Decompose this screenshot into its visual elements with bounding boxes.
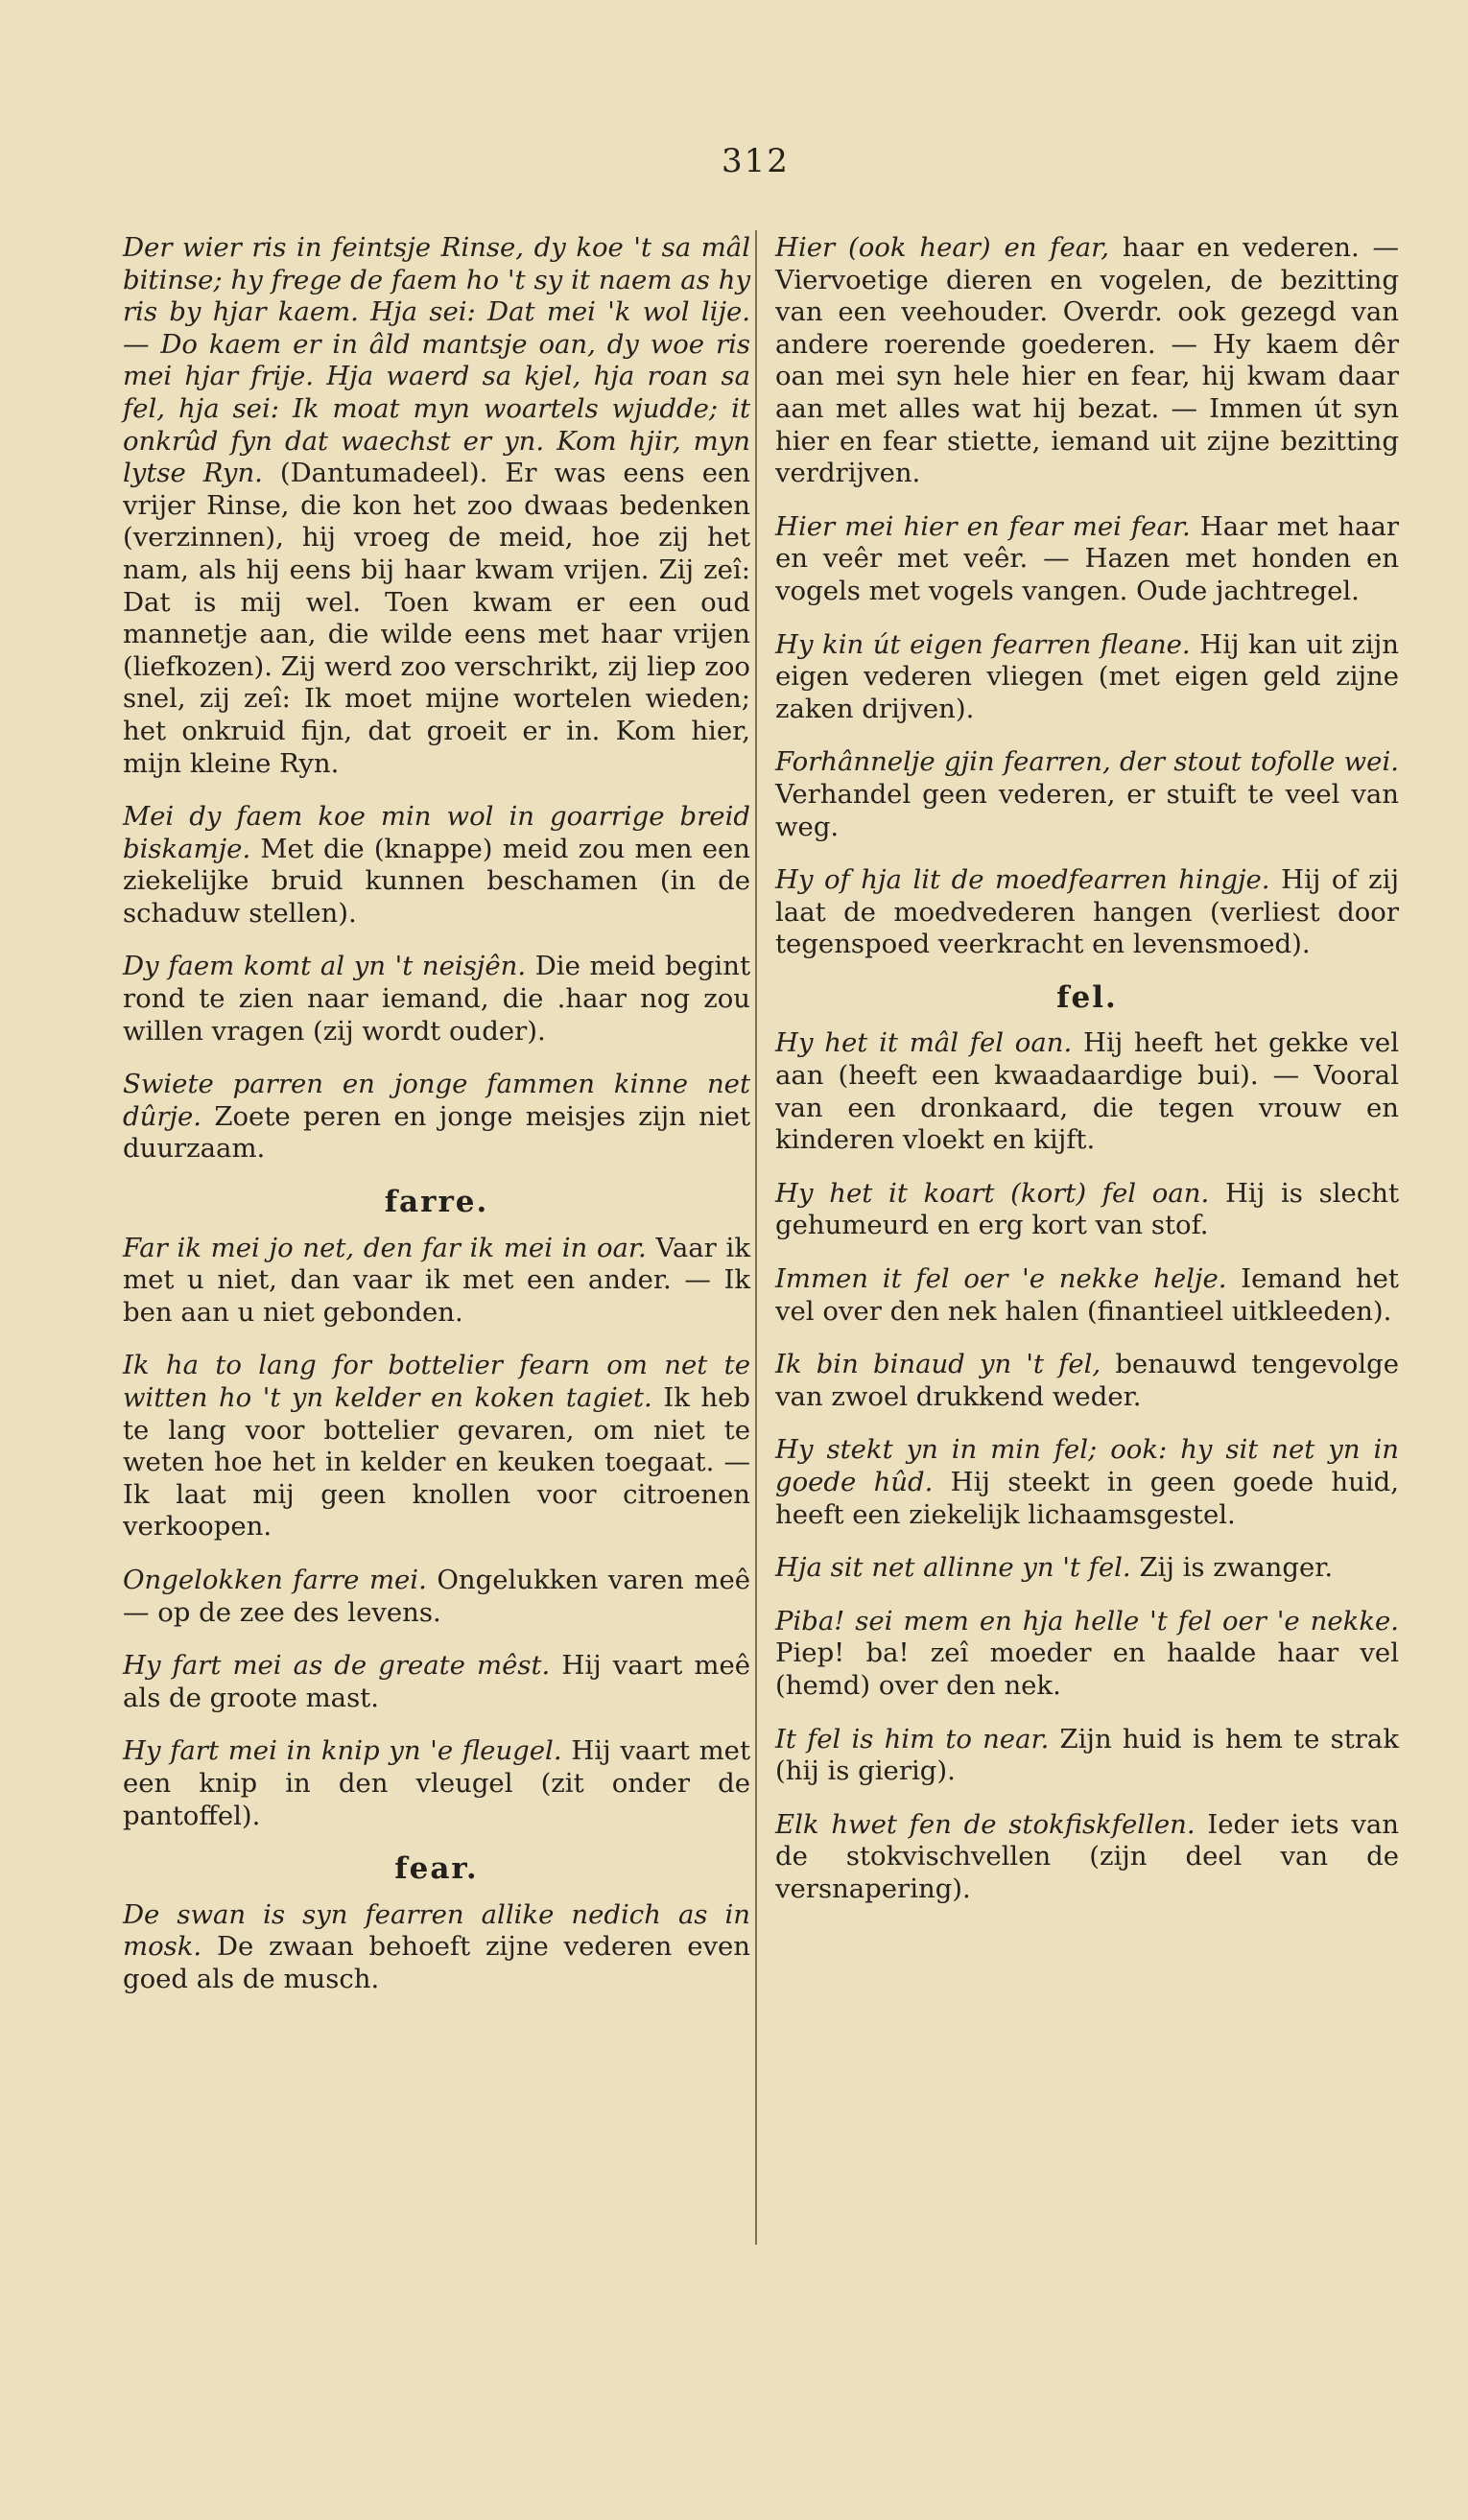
dictionary-entry bbox=[775, 1027, 1399, 1156]
dictionary-entry bbox=[775, 232, 1399, 490]
frisian-phrase: Hy het it mâl fel oan. bbox=[775, 1027, 1073, 1059]
dictionary-entry bbox=[123, 1565, 750, 1629]
dictionary-entry bbox=[123, 1233, 750, 1330]
dictionary-entry bbox=[123, 1650, 750, 1714]
frisian-phrase: Ongelokken farre mei. bbox=[123, 1564, 427, 1595]
frisian-phrase: Hy fart mei as de greate mêst. bbox=[123, 1650, 551, 1682]
frisian-phrase: It fel is him to near. bbox=[775, 1723, 1050, 1755]
dictionary-entry bbox=[775, 1178, 1399, 1242]
frisian-phrase: Hier mei hier en fear mei fear. bbox=[775, 510, 1191, 542]
dutch-translation: Ieder iets van de stokvischvellen (zijn deel van de versnapering). bbox=[775, 1808, 1399, 1904]
dictionary-entry bbox=[775, 1552, 1399, 1585]
dutch-translation: Zoete peren en jonge meisjes zijn niet duurzaam. bbox=[123, 1100, 751, 1165]
frisian-phrase: Forhânnelje gjin fearren, der stout tofolle wei. bbox=[775, 746, 1399, 778]
dutch-translation: Zijn huid is hem te strak (hij is gierig). bbox=[775, 1723, 1399, 1787]
dutch-translation: Met die (knappe) meid zou men een ziekelijke bruid kunnen beschamen (in de schaduw stellen). bbox=[123, 833, 750, 929]
dutch-translation: Hij of zij laat de moedvederen hangen (verliest door tegenspoed veerkracht en levensmoed). bbox=[775, 864, 1399, 960]
dutch-translation: De zwaan behoeft zijne vederen even goed als de musch. bbox=[123, 1931, 750, 1994]
frisian-phrase: Ik ha to lang for bottelier fearn om net te witten ho 't yn kelder en koken tagiet. bbox=[123, 1350, 750, 1413]
dutch-translation: Hij steekt in geen goede huid, heeft een ziekelijk lichaamsgestel. bbox=[775, 1467, 1399, 1530]
headword: farre. bbox=[384, 1185, 489, 1220]
dutch-translation: benauwd tengevolge van zwoel drukkend weder. bbox=[775, 1349, 1399, 1412]
dutch-translation: Ik heb te lang voor bottelier gevaren, om niet te weten hoe het in kelder en keuken toegaat. — Ik laat mij geen knollen voor citroenen verkoopen. bbox=[123, 1382, 751, 1543]
dictionary-entry bbox=[123, 951, 750, 1048]
page-number: 312 bbox=[722, 142, 790, 180]
headword: fel. bbox=[1056, 979, 1118, 1015]
frisian-phrase: Piba! sei mem en hja helle 't fel oer 'e nekke. bbox=[775, 1605, 1399, 1637]
dutch-translation: Haar met haar en veêr met veêr. — Hazen met honden en vogels met vogels vangen. Oude jachtregel. bbox=[775, 510, 1399, 606]
frisian-phrase: Elk hwet fen de stokfiskfellen. bbox=[775, 1808, 1196, 1840]
frisian-phrase: Mei dy faem koe min wol in goarrige breid biskamje. bbox=[123, 801, 750, 864]
dictionary-entry bbox=[775, 629, 1399, 726]
frisian-phrase: Swiete parren en jonge fammen kinne net dûrje. bbox=[123, 1069, 750, 1132]
frisian-phrase: Hja sit net allinne yn 't fel. bbox=[775, 1552, 1131, 1584]
dictionary-entry bbox=[123, 801, 750, 930]
dictionary-entry bbox=[775, 1263, 1399, 1328]
right-column bbox=[775, 232, 1399, 1927]
dutch-translation: Hij kan uit zijn eigen vederen vliegen (met eigen geld zijne zaken drijven). bbox=[775, 628, 1399, 724]
frisian-phrase: Dy faem komt al yn 't neisjên. bbox=[123, 951, 527, 982]
frisian-phrase: Hy of hja lit de moedfearren hingje. bbox=[775, 864, 1270, 896]
dictionary-entry bbox=[123, 232, 750, 780]
dictionary-entry bbox=[775, 864, 1399, 961]
dutch-translation: (Dantumadeel). Er was eens een vrijer Rinse, die kon het zoo dwaas bedenken (verzinnen), hij vroeg de meid, hoe zij het nam, als hij eens bij haar kwam vrijen. Zij zeî: Dat is mij wel. Toen kwam er een oud mannetje aan, die wilde eens met haar vrijen (liefkozen). Zij werd zoo verschrikt, zij liep zoo snel, zij zeî: Ik moet mijne wortelen wieden; het onkruid fijn, dat groeit er in. Kom hier, mijn kleine Ryn. bbox=[123, 458, 750, 779]
dutch-translation: Hij vaart meê als de groote mast. bbox=[123, 1650, 750, 1713]
frisian-phrase: Hier (ook hear) en fear, bbox=[775, 232, 1109, 263]
dutch-translation: Zij is zwanger. bbox=[1139, 1552, 1334, 1584]
dictionary-entry bbox=[123, 1069, 750, 1166]
dictionary-entry bbox=[775, 1724, 1399, 1788]
dutch-translation: Piep! ba! zeî moeder en haalde haar vel (hemd) over den nek. bbox=[775, 1637, 1399, 1701]
column-divider bbox=[755, 230, 757, 2245]
frisian-phrase: Immen it fel oer 'e nekke helje. bbox=[775, 1263, 1227, 1295]
dutch-translation: Hij is slecht gehumeurd en erg kort van stof. bbox=[775, 1177, 1399, 1241]
headword: fear. bbox=[394, 1851, 479, 1887]
dutch-translation: Hij vaart met een knip in den vleugel (zit onder de pantoffel). bbox=[123, 1735, 750, 1831]
dictionary-entry bbox=[775, 746, 1399, 843]
dictionary-entry bbox=[775, 1809, 1399, 1906]
dictionary-entry bbox=[775, 511, 1399, 608]
frisian-phrase: Hy kin út eigen fearren fleane. bbox=[775, 628, 1191, 660]
frisian-phrase: Ik bin binaud yn 't fel, bbox=[775, 1349, 1101, 1380]
dictionary-entry bbox=[775, 1349, 1399, 1413]
dutch-translation: Die meid begint rond te zien naar iemand, die .haar nog zou willen vragen (zij wordt ouder). bbox=[123, 951, 750, 1047]
dutch-translation: Vaar ik met u niet, dan vaar ik met een ander. — Ik ben aan u niet gebonden. bbox=[123, 1232, 750, 1328]
dutch-translation: Ongelukken varen meê — op de zee des levens. bbox=[123, 1564, 751, 1628]
frisian-phrase: Der wier ris in feintsje Rinse, dy koe 't sa mâl bitinse; hy frege de faem ho 't sy it naem as hy ris by hjar kaem. Hja sei: Dat mei 'k wol lije. — Do kaem er in âld mantsje oan, dy woe ris mei hjar frije. Hja waerd sa kjel, hja roan sa fel, hja sei: Ik moat myn woartels wjudde; it onkrûd fyn dat waechst er yn. Kom hjir, myn lytse Ryn. bbox=[123, 232, 750, 489]
dutch-translation: Hij heeft het gekke vel aan (heeft een kwaadaardige bui). — Vooral van een dronkaard, die tegen vrouw en kinderen vloekt en kijft. bbox=[775, 1027, 1399, 1156]
dictionary-entry bbox=[123, 1735, 750, 1832]
frisian-phrase: Hy fart mei in knip yn 'e fleugel. bbox=[123, 1735, 562, 1767]
dutch-translation: Iemand het vel over den nek halen (finantieel uitkleeden). bbox=[775, 1263, 1399, 1327]
left-column bbox=[123, 232, 750, 2017]
dictionary-entry bbox=[775, 1434, 1399, 1531]
dictionary-entry bbox=[123, 1899, 750, 1996]
dictionary-entry bbox=[775, 1606, 1399, 1703]
dutch-translation: Verhandel geen vederen, er stuift te veel van weg. bbox=[775, 778, 1399, 842]
frisian-phrase: Hy het it koart (kort) fel oan. bbox=[775, 1177, 1210, 1209]
dictionary-entry bbox=[123, 1350, 750, 1543]
frisian-phrase: Far ik mei jo net, den far ik mei in oar. bbox=[123, 1232, 647, 1263]
dutch-translation: haar en vederen. — Viervoetige dieren en vogelen, de bezitting van een veehouder. Overdr. ook gezegd van andere roerende goederen. — Hy kaem dêr oan mei syn hele hier en fear, hij kwam daar aan met alles wat hij bezat. — Immen út syn hier en fear stiette, iemand uit zijne bezitting verdrijven. bbox=[775, 232, 1400, 489]
frisian-phrase: Hy stekt yn in min fel; ook: hy sit net yn in goede hûd. bbox=[775, 1434, 1399, 1497]
frisian-phrase: De swan is syn fearren allike nedich as in mosk. bbox=[123, 1898, 750, 1963]
